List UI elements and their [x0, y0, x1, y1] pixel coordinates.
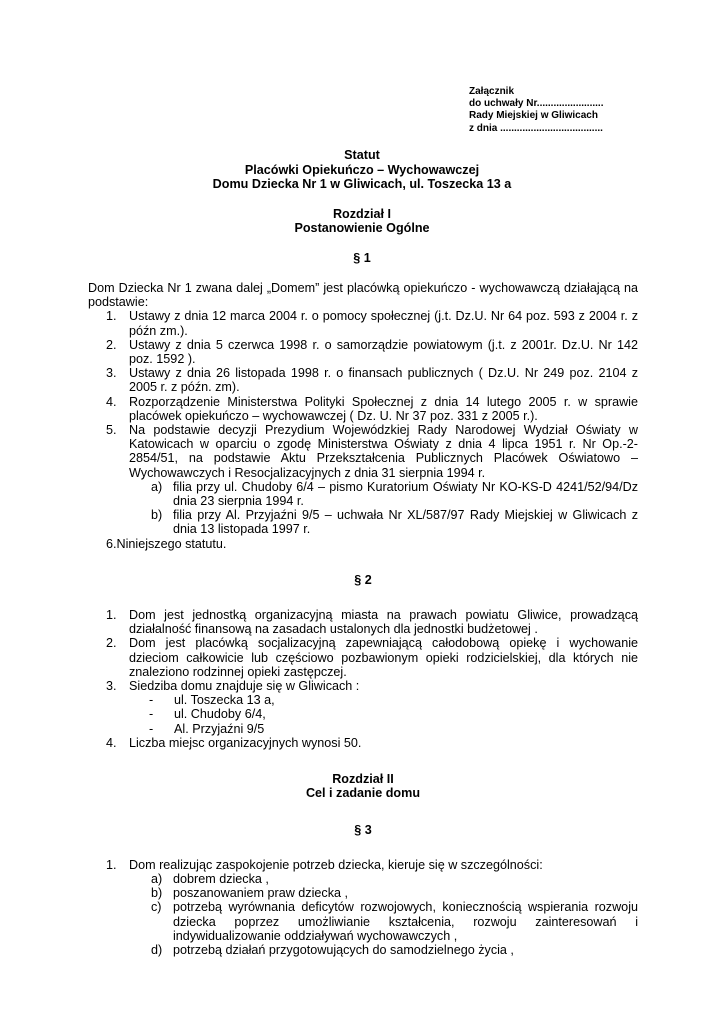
list-item — [88, 309, 638, 337]
list-dash: - — [149, 707, 154, 722]
list-letter: b) — [151, 886, 163, 901]
list-text: filia przy Al. Przyjaźni 9/5 – uchwała Nr XL/587/97 Rady Miejskiej w Gliwicach z dnia 13 listopada 1997 r. — [173, 508, 638, 537]
list-text: Ustawy z dnia 26 listopada 1998 r. o finansach publicznych ( Dz.U. Nr 249 poz. 2104 z 2005 r. z późn. zm). — [129, 366, 638, 395]
list-item — [151, 886, 638, 901]
list-item — [88, 338, 638, 366]
list-text: Dom jest jednostką organizacyjną miasta na prawach powiatu Gliwice, prowadzącą działalność finansową na zasadach ustalonych dla jednostki budżetowej . — [129, 608, 638, 637]
list-text: poszanowaniem praw dziecka , — [173, 886, 349, 901]
list-text: potrzebą wyrównania deficytów rozwojowych, koniecznością wspierania rozwoju dziecka poprzez umożliwianie kształcenia, rozwoju zainteresowań i indywidualizowanie oddziaływań wychowawczych , — [173, 900, 638, 943]
list-text: Na podstawie decyzji Prezydium Wojewódzkiej Rady Narodowej Wydział Oświaty w Katowicach w oparciu o zgodę Ministerstwa Oświaty z dnia 4 lipca 1951 r. Nr Op.-2-2854/51, na podstawie Aktu Przekształcenia Publicznych Placówek Oświatowo – Wychowawczych i Resocjalizacyjnych z dnia 31 sierpnia 1994 r. — [129, 423, 638, 480]
list-text: Ustawy z dnia 12 marca 2004 r. o pomocy społecznej (j.t. Dz.U. Nr 64 poz. 593 z 2004 r. z późn zm.). — [129, 309, 638, 338]
list-text: Al. Przyjaźni 9/5 — [174, 721, 265, 736]
annex-note — [469, 86, 603, 135]
list-text: ul. Toszecka 13 a, — [174, 693, 275, 708]
list-item — [149, 707, 638, 722]
annex-line: do uchwały Nr........................ — [469, 98, 604, 110]
list-item — [151, 479, 638, 509]
list-number: 5. — [106, 423, 117, 438]
list-letter: b) — [151, 508, 163, 523]
legal-basis-list — [88, 309, 638, 479]
list-number: 3. — [106, 679, 117, 694]
list-letter: d) — [151, 942, 163, 957]
location-list — [88, 693, 638, 736]
list-number: 2. — [106, 636, 117, 651]
list-item — [88, 395, 638, 423]
list-item-6: 6.Niniejszego statutu. — [106, 536, 227, 551]
list-item — [88, 636, 638, 679]
list-item — [88, 858, 638, 872]
principles-list — [88, 872, 638, 957]
annex-line: Załącznik — [469, 86, 515, 97]
section-heading: § 3 — [354, 822, 372, 837]
list-text: Siedziba domu znajduje się w Gliwicach : — [129, 679, 360, 694]
section2-list-cont — [88, 736, 638, 750]
institution-name: Placówki Opiekuńczo – Wychowawczej — [244, 162, 480, 177]
section3-list — [88, 858, 638, 872]
list-text: Dom realizując zaspokojenie potrzeb dziecka, kieruje się w szczególności: — [129, 857, 543, 872]
list-item — [88, 736, 638, 750]
list-number: 1. — [106, 309, 117, 324]
list-text: Liczba miejsc organizacyjnych wynosi 50. — [129, 735, 362, 750]
list-text: Ustawy z dnia 5 czerwca 1998 r. o samorządzie powiatowym (j.t. z 2001r. Dz.U. Nr 142 poz. 1592 ). — [129, 337, 638, 367]
chapter-title: Rozdział II — [332, 772, 394, 787]
list-dash: - — [149, 693, 154, 708]
annex-line: z dnia ..................................... — [469, 122, 603, 134]
chapter-subtitle: Postanowienie Ogólne — [294, 221, 430, 235]
list-number: 1. — [106, 857, 117, 872]
list-item — [88, 366, 638, 394]
list-text: potrzebą działań przygotowujących do samodzielnego życia , — [173, 942, 514, 957]
branch-list — [88, 480, 638, 537]
list-item — [88, 423, 638, 480]
list-item — [151, 508, 638, 537]
list-number: 2. — [106, 337, 117, 352]
list-item — [151, 871, 638, 886]
list-number: 3. — [106, 366, 117, 381]
document-title-block — [0, 148, 724, 265]
list-dash: - — [149, 721, 154, 736]
list-text: filia przy ul. Chudoby 6/4 – pismo Kuratorium Oświaty Nr KO-KS-D 4241/52/94/Dz dnia 23 sierpnia 1994 r. — [173, 479, 638, 509]
list-item — [149, 693, 638, 708]
list-letter: c) — [151, 900, 162, 915]
list-number: 4. — [106, 394, 117, 409]
list-item — [88, 608, 638, 636]
institution-name: Domu Dziecka Nr 1 w Gliwicach, ul. Toszecka 13 a — [212, 177, 512, 191]
list-text: Rozporządzenie Ministerstwa Polityki Społecznej z dnia 14 lutego 2005 r. w sprawie placówek opiekuńczo – wychowawczej ( Dz. U. Nr 37 poz. 331 z 2005 r.). — [129, 394, 638, 423]
annex-line: Rady Miejskiej w Gliwicach — [469, 110, 598, 122]
statute-title: Statut — [344, 148, 380, 162]
section-heading: § 1 — [353, 250, 371, 265]
list-letter: a) — [151, 479, 163, 494]
list-text: ul. Chudoby 6/4, — [174, 707, 266, 722]
chapter-subtitle: Cel i zadanie domu — [305, 786, 421, 801]
list-text: Dom jest placówką socjalizacyjną zapewniającą całodobową opiekę i wychowanie dzieciom całkowicie lub częściowo pozbawionym opieki rodzicielskiej, dla których nie znaleziono rodzinnej opieki zastępczej. — [129, 636, 638, 679]
list-number: 1. — [106, 608, 117, 623]
list-letter: a) — [151, 871, 163, 886]
list-text: dobrem dziecka , — [173, 871, 269, 886]
list-item — [149, 721, 638, 736]
list-item — [88, 679, 638, 693]
chapter-title: Rozdział I — [332, 206, 392, 221]
section-heading: § 2 — [354, 572, 372, 587]
list-item — [151, 942, 638, 957]
section2-list — [88, 608, 638, 693]
paragraph-intro: Dom Dziecka Nr 1 zwana dalej „Domem” jest placówką opiekuńczo - wychowawczą działającą na podstawie: — [88, 281, 638, 310]
list-item — [151, 900, 638, 943]
list-number: 4. — [106, 735, 117, 750]
document-body — [88, 281, 638, 957]
